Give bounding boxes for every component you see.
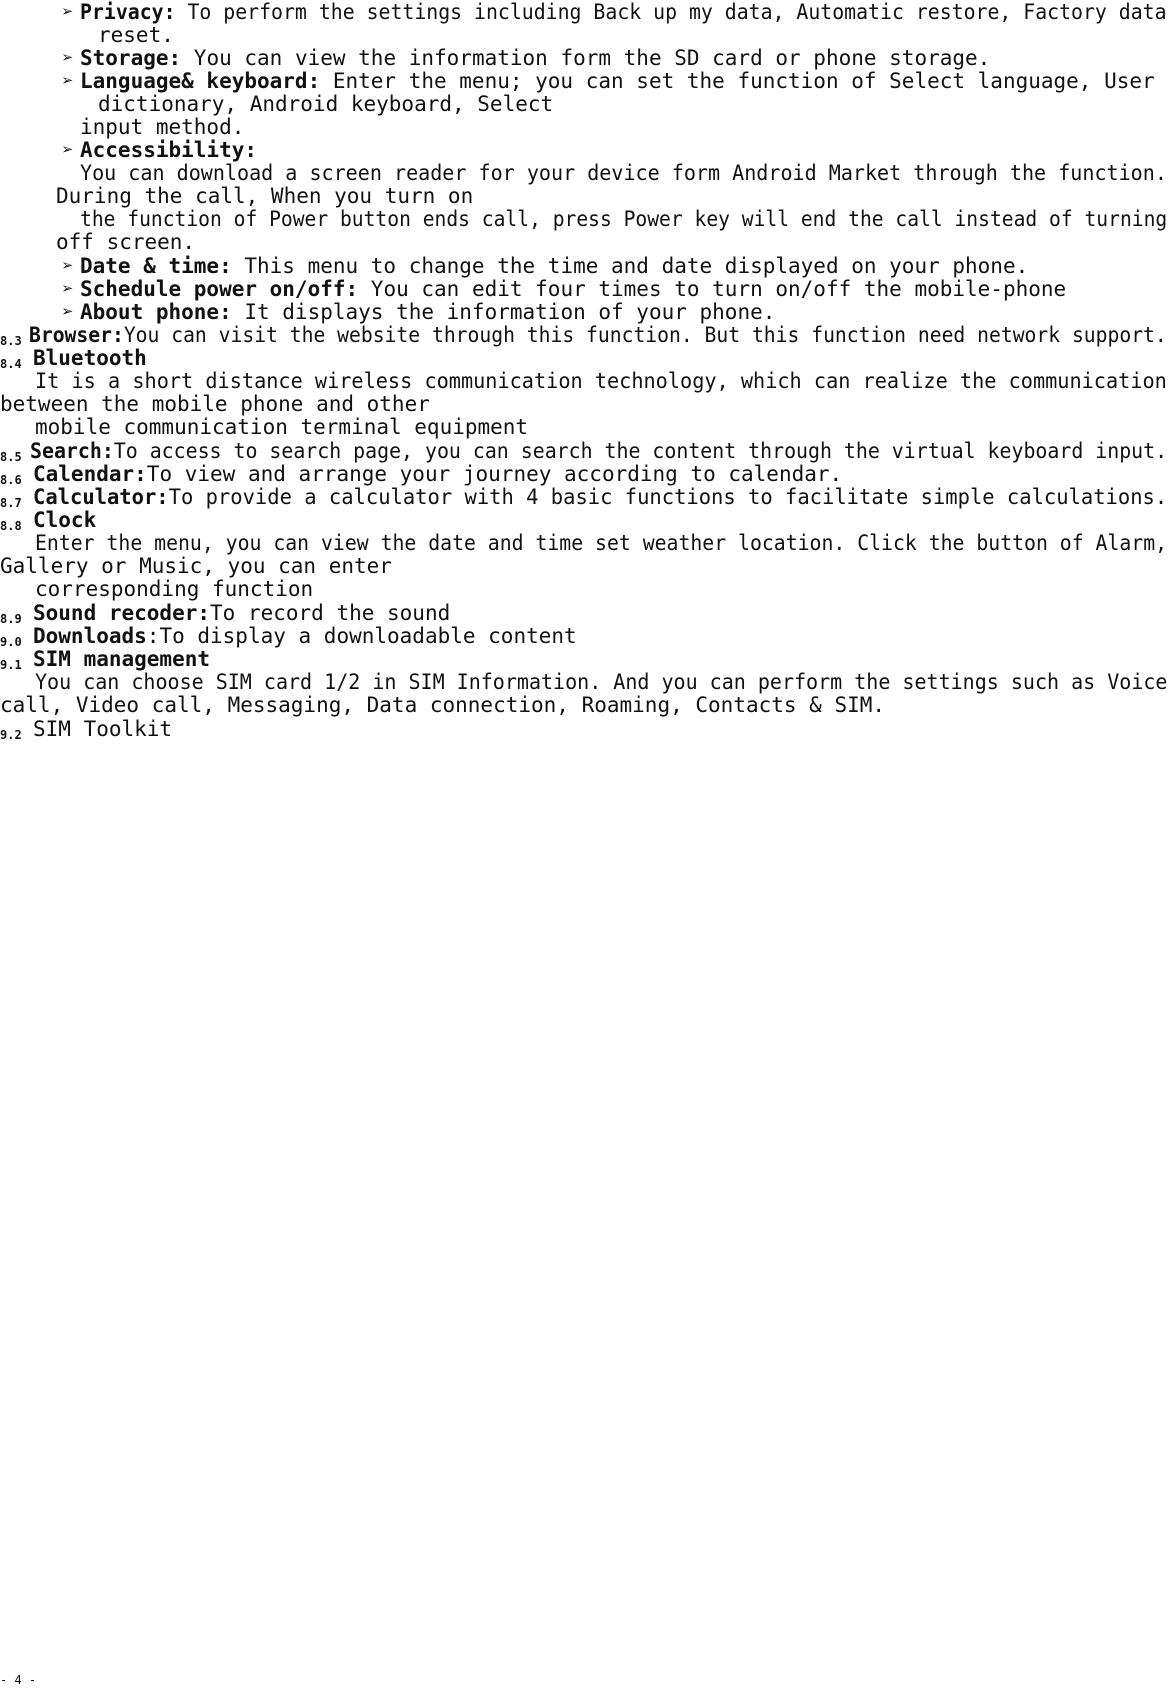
section-number: 8.4 [0, 357, 22, 371]
item-text: You can view the information form the SD card or phone storage. [181, 46, 991, 70]
section-title: SIM Toolkit [33, 717, 173, 741]
section-number: 9.1 [0, 658, 22, 672]
date-time-item [80, 254, 1028, 279]
section-number: 8.8 [0, 519, 22, 533]
item-text: You can edit four times to turn on/off the mobile-phone [358, 277, 1067, 301]
section-text: :To display a downloadable content [146, 624, 577, 648]
section-text: Enter the menu, you can view the date and time set weather location. Click the button of Alarm, [35, 531, 1168, 555]
item-label: Privacy: [80, 0, 176, 24]
section-text: To access to search page, you can search the content through the virtual keyboard input. [113, 439, 1168, 463]
item-text: This menu to change the time and date displayed on your phone. [231, 254, 1029, 278]
bullet-icon: ➢ [62, 47, 74, 69]
section-number: 8.3 [0, 334, 22, 348]
downloads-section [33, 624, 577, 649]
item-text: Enter the menu; you can set the function of Select language, User [320, 69, 1155, 93]
section-text: Gallery or Music, you can enter [0, 554, 392, 578]
section-text: You can choose SIM card 1/2 in SIM Information. And you can perform the settings such as Voice [35, 670, 1168, 694]
section-text: To view and arrange your journey according to calendar. [146, 462, 843, 486]
storage-item [80, 46, 990, 71]
item-text: You can download a screen reader for your device form Android Market through the function. [80, 161, 1167, 185]
section-title: Sound recoder: [33, 601, 211, 625]
item-text-cont: off screen. [56, 230, 196, 254]
section-title: Calculator: [33, 485, 169, 509]
bullet-icon: ➢ [62, 301, 74, 323]
section-text: between the mobile phone and other [0, 392, 430, 416]
section-number: 8.6 [0, 473, 22, 487]
section-title: Downloads [33, 624, 147, 648]
section-title: Search: [30, 439, 114, 463]
section-number: 9.0 [0, 635, 22, 649]
calendar-section [33, 462, 842, 487]
bullet-icon: ➢ [62, 255, 74, 277]
section-title: Calendar: [33, 462, 147, 486]
section-title: Browser: [29, 323, 124, 347]
item-text-cont: dictionary, Android keyboard, Select [98, 92, 554, 116]
item-label: Schedule power on/off: [80, 277, 359, 301]
section-number: 9.2 [0, 728, 22, 742]
section-text: To record the sound [210, 601, 451, 625]
section-number: 8.9 [0, 612, 22, 626]
section-text: corresponding function [35, 577, 314, 601]
item-text-cont: the function of Power button ends call, press Power key will end the call instead of turning [80, 207, 1168, 231]
browser-section [29, 323, 1167, 348]
section-title: Clock [33, 508, 97, 532]
section-text: You can visit the website through this function. But this function need network support. [123, 323, 1167, 347]
calculator-section [33, 485, 1167, 510]
item-text-cont: reset. [98, 23, 174, 47]
item-label: Storage: [80, 46, 182, 70]
page-number: - 4 - [0, 1673, 37, 1687]
bullet-icon: ➢ [62, 139, 74, 161]
item-label: About phone: [80, 300, 232, 324]
accessibility-label: Accessibility: [80, 138, 258, 162]
item-text-cont: input method. [80, 115, 245, 139]
section-number: 8.5 [0, 450, 22, 464]
section-text: mobile communication terminal equipment [35, 415, 529, 439]
bullet-icon: ➢ [62, 70, 74, 92]
section-title: SIM management [33, 647, 211, 671]
language-keyboard-item [80, 69, 1155, 94]
section-text: It is a short distance wireless communication technology, which can realize the communication [35, 369, 1167, 393]
search-section [30, 439, 1167, 464]
section-text: To provide a calculator with 4 basic functions to facilitate simple calculations. [168, 485, 1168, 509]
about-phone-item [80, 300, 775, 325]
item-label: Language& keyboard: [80, 69, 321, 93]
item-label: Date & time: [80, 254, 232, 278]
bullet-icon: ➢ [62, 1, 74, 23]
section-number: 8.7 [0, 496, 22, 510]
sound-recorder-section [33, 601, 450, 626]
bullet-icon: ➢ [62, 278, 74, 300]
section-text: call, Video call, Messaging, Data connection, Roaming, Contacts & SIM. [0, 693, 886, 717]
section-title: Bluetooth [33, 346, 147, 370]
item-text: To perform the settings including Back up my data, Automatic restore, Factory data [175, 0, 1167, 24]
schedule-power-item [80, 277, 1066, 302]
item-text-cont: During the call, When you turn on [56, 184, 474, 208]
item-text: It displays the information of your phone. [231, 300, 776, 324]
privacy-item [80, 0, 1167, 25]
